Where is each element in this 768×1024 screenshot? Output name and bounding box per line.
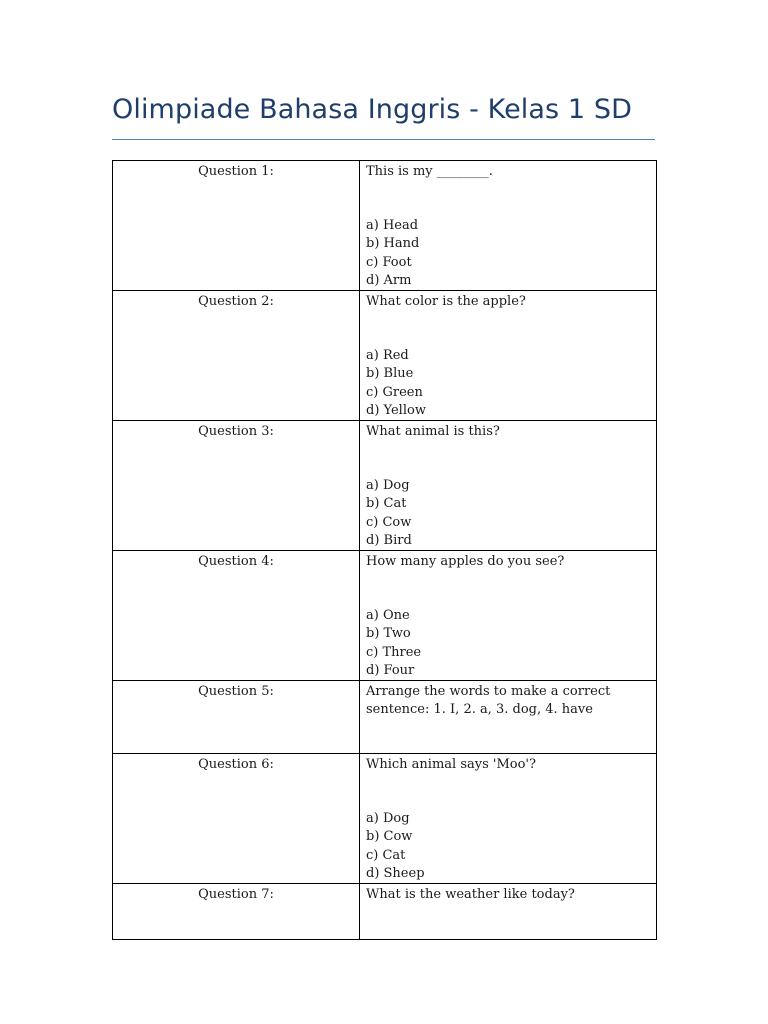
question-body-cell: [360, 161, 657, 291]
question-label: Question 5:: [198, 684, 274, 700]
question-text: Which animal says 'Moo'?: [366, 757, 536, 773]
question-row: [113, 161, 657, 291]
question-row: [113, 551, 657, 681]
question-text: This is my ________.: [366, 164, 493, 179]
answer-option: c) Green: [366, 384, 423, 400]
question-label-cell: [113, 291, 360, 421]
answer-option: b) Cow: [366, 829, 413, 845]
answer-option: c) Cow: [366, 514, 412, 530]
answer-option: a) Head: [366, 218, 419, 234]
document-title: Olimpiade Bahasa Inggris - Kelas 1 SD: [112, 94, 632, 125]
question-label: Question 2:: [198, 294, 274, 310]
answer-option: a) Red: [366, 348, 409, 364]
answer-option: a) Dog: [366, 811, 410, 827]
questions-table: [112, 160, 657, 940]
answer-option: d) Four: [366, 662, 415, 678]
question-row: [113, 754, 657, 884]
question-body-cell: [360, 291, 657, 421]
answer-option: c) Foot: [366, 254, 412, 270]
question-body-cell: [360, 551, 657, 681]
question-body-cell: [360, 884, 657, 940]
answer-option: b) Blue: [366, 366, 414, 382]
question-label: Question 3:: [198, 424, 274, 440]
question-label-cell: [113, 161, 360, 291]
question-text: What animal is this?: [366, 424, 500, 440]
question-label-cell: [113, 421, 360, 551]
question-label-cell: [113, 754, 360, 884]
question-label-cell: [113, 884, 360, 940]
answer-option: d) Arm: [366, 272, 412, 288]
question-text: What is the weather like today?: [366, 887, 575, 903]
answer-option: a) Dog: [366, 478, 410, 494]
question-body-cell: [360, 754, 657, 884]
question-row: [113, 884, 657, 940]
question-text: What color is the apple?: [366, 294, 526, 310]
title-underline: [112, 139, 655, 140]
question-row: [113, 681, 657, 754]
answer-option: b) Hand: [366, 236, 420, 252]
question-label: Question 4:: [198, 554, 274, 570]
answer-option: d) Sheep: [366, 865, 425, 881]
question-row: [113, 421, 657, 551]
answer-option: c) Three: [366, 644, 422, 660]
question-text: How many apples do you see?: [366, 554, 565, 570]
question-label: Question 7:: [198, 887, 274, 903]
answer-option: d) Bird: [366, 532, 412, 548]
answer-option: b) Cat: [366, 496, 407, 512]
question-label: Question 1:: [198, 164, 274, 179]
answer-option: d) Yellow: [366, 402, 426, 418]
question-body-cell: [360, 681, 657, 754]
question-label-cell: [113, 551, 360, 681]
question-label: Question 6:: [198, 757, 274, 773]
answer-option: a) One: [366, 608, 410, 624]
question-label-cell: [113, 681, 360, 754]
answer-option: b) Two: [366, 626, 411, 642]
answer-option: c) Cat: [366, 847, 406, 863]
question-row: [113, 291, 657, 421]
question-text: Arrange the words to make a correct sentence: 1. I, 2. a, 3. dog, 4. have: [366, 684, 611, 718]
question-body-cell: [360, 421, 657, 551]
